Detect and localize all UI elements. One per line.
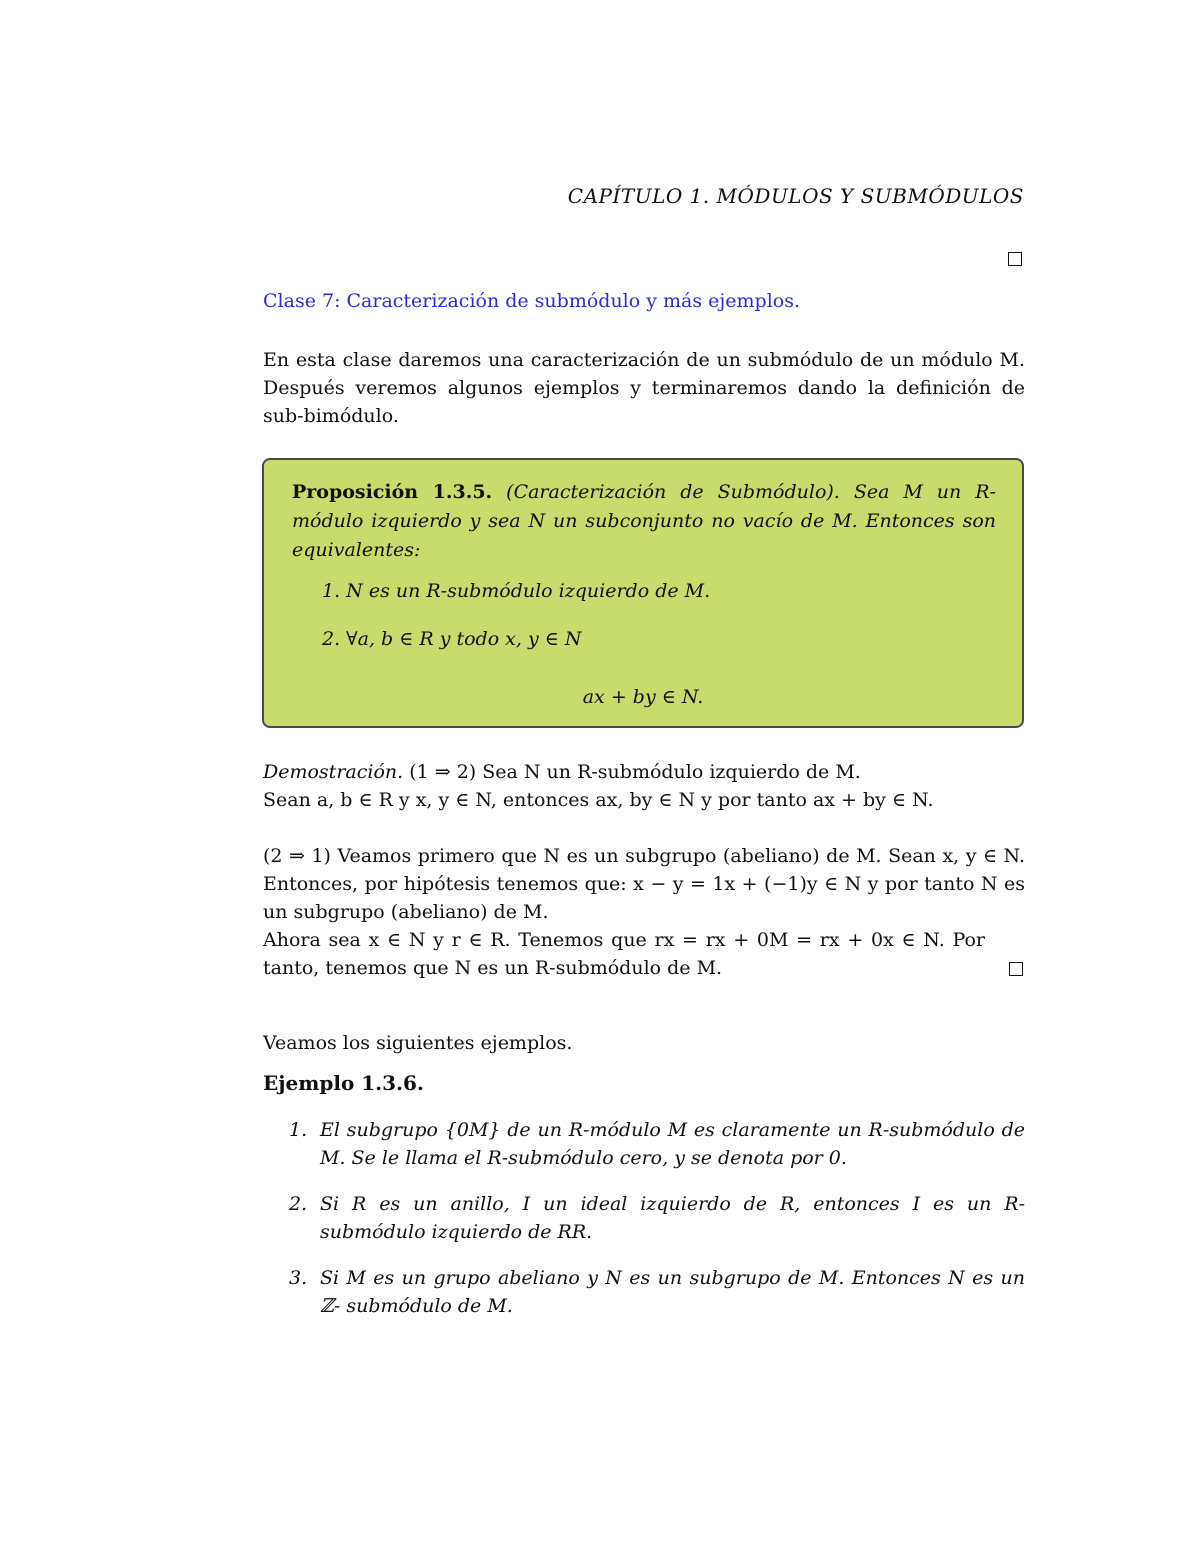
proposition-text (292, 478, 996, 565)
proof-paragraph-2: (2 ⇒ 1) Veamos primero que N es un subgrupo (abeliano) de M. Sean x, y ∈ N. Entonces, por hipótesis tenemos que: x − y = 1x + (−1)y ∈ N y por tanto N es un subgrupo (abeliano) de M. (263, 845, 1025, 923)
proposition-item-2: 2. ∀a, b ∈ R y todo x, y ∈ N (322, 628, 582, 650)
list-item-number: 3. (289, 1267, 308, 1289)
list-item-number: 2. (289, 1193, 308, 1215)
list-item-text: El subgrupo {0M} de un R-módulo M es claramente un R-submódulo de M. Se le llama el R-submódulo cero, y se denota por 0. (320, 1119, 1025, 1169)
proposition-box (262, 458, 1024, 728)
intro-paragraph: En esta clase daremos una caracterización de un submódulo de un módulo M. Después veremos algunos ejemplos y terminaremos dando la definición de sub-bimódulo. (263, 349, 1025, 427)
list-item (263, 1264, 1025, 1320)
list-item-text: Si R es un anillo, I un ideal izquierdo de R, entonces I es un R-submódulo izquierdo de RR. (320, 1193, 1025, 1243)
class-title: Clase 7: Caracterización de submódulo y más ejemplos. (263, 290, 801, 312)
proof-label: Demostración. (263, 761, 404, 783)
example-list (263, 1116, 1025, 1338)
proof-text-1a: (1 ⇒ 2) Sea N un R-submódulo izquierdo de M. (409, 761, 861, 783)
list-item-number: 1. (289, 1119, 308, 1141)
proof-paragraph-1a (263, 758, 1025, 786)
examples-intro: Veamos los siguientes ejemplos. (263, 1032, 573, 1054)
proof-text-3: Ahora sea x ∈ N y r ∈ R. Tenemos que rx = rx + 0M = rx + 0x ∈ N. Por tanto, tenemos que N es un R-submódulo de M. (263, 929, 985, 979)
example-title: Ejemplo 1.3.6. (263, 1071, 424, 1095)
qed-symbol (1008, 252, 1022, 266)
proposition-statement: (Caracterización de Submódulo). Sea M un R-módulo izquierdo y sea N un subconjunto no vacío de M. Entonces son equivalentes: (292, 481, 996, 561)
list-item-text: Si M es un grupo abeliano y N es un subgrupo de M. Entonces N es un ℤ- submódulo de M. (320, 1267, 1025, 1317)
proposition-label: Proposición 1.3.5. (292, 481, 493, 503)
qed-symbol (1009, 962, 1023, 976)
proof-paragraph-1b: Sean a, b ∈ R y x, y ∈ N, entonces ax, by ∈ N y por tanto ax + by ∈ N. (263, 789, 934, 811)
running-header: CAPÍTULO 1. MÓDULOS Y SUBMÓDULOS (567, 184, 1024, 208)
proof-paragraph-3 (263, 926, 1025, 982)
proposition-item-1: 1. N es un R-submódulo izquierdo de M. (322, 580, 711, 602)
proposition-formula: ax + by ∈ N. (582, 686, 704, 708)
list-item (263, 1190, 1025, 1246)
list-item (263, 1116, 1025, 1172)
proof-section (263, 758, 1025, 982)
